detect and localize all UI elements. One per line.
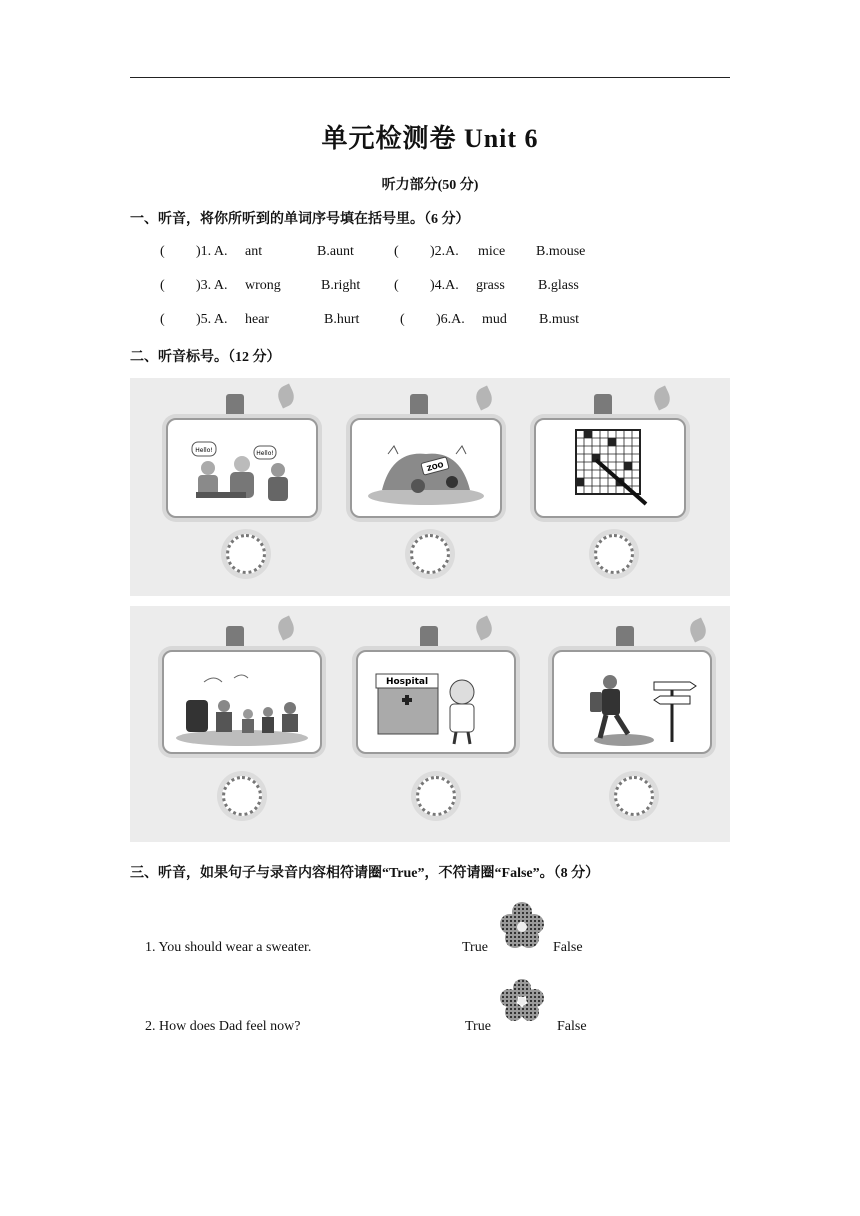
clip-icon [616,626,634,652]
hospital-sign-text: Hospital [385,677,429,687]
true-option[interactable]: True [465,1019,491,1034]
section2-heading: 二、听音标号。（12 分） [130,350,281,365]
option-a: ant [245,244,263,259]
answer-circle[interactable] [410,534,450,574]
answer-circle[interactable] [222,776,262,816]
item-number: )1. A. [196,244,228,259]
clip-icon [594,394,612,420]
answer-circle[interactable] [614,776,654,816]
option-a: hear [245,312,270,327]
clip-icon [420,626,438,652]
flower-icon [494,900,550,952]
leaf-decoration [473,386,496,411]
option-a: mice [478,244,506,259]
zoo-sign-text: ZOO [426,460,445,474]
false-option[interactable]: False [557,1019,587,1034]
header-rule [130,77,730,78]
true-option[interactable]: True [462,940,488,955]
option-b: B.mouse [536,244,586,259]
option-b: B.glass [538,278,579,293]
answer-bracket-open[interactable]: ( [160,312,165,327]
false-option[interactable]: False [553,940,583,955]
picture-panel-bottom [130,606,730,842]
greeting-people-illustration [168,420,316,516]
hiker-signpost-illustration [554,652,710,752]
item-number: )2.A. [430,244,459,259]
option-a: grass [476,278,505,293]
picture-card [534,418,686,518]
hospital-doctor-illustration [358,652,514,752]
section3-heading: 三、听音，如果句子与录音内容相符请圈“True”，不符请圈“False”。（8 分） [130,866,600,881]
picture-card [166,418,318,518]
clip-icon [226,626,244,652]
flower-icon [494,976,550,1026]
picture-card [552,650,712,754]
option-a: mud [482,312,507,327]
answer-circle[interactable] [594,534,634,574]
speech-bubble-text: Hello! [256,450,274,457]
leaf-decoration [473,616,496,641]
leaf-decoration [687,618,710,643]
picture-card [350,418,502,518]
item-number: )3. A. [196,278,228,293]
option-b: B.aunt [317,244,354,259]
item-number: )5. A. [196,312,228,327]
answer-bracket-open[interactable]: ( [394,244,399,259]
answer-bracket-open[interactable]: ( [160,278,165,293]
answer-bracket-open[interactable]: ( [400,312,405,327]
section1-heading: 一、听音，将你所听到的单词序号填在括号里。（6 分） [130,212,470,227]
option-b: B.must [539,312,580,327]
item-number: )6.A. [436,312,465,327]
leaf-decoration [275,384,298,409]
answer-bracket-open[interactable]: ( [160,244,165,259]
picture-panel-top [130,378,730,596]
picture-card [356,650,516,754]
answer-circle[interactable] [226,534,266,574]
item-number: )4.A. [430,278,459,293]
clip-icon [410,394,428,420]
option-a: wrong [245,278,281,293]
option-b: B.hurt [324,312,360,327]
page-title: 单元检测卷 Unit 6 [321,124,539,153]
speech-bubble-text: Hello! [195,447,213,454]
zoo-illustration [352,420,500,516]
crossword-illustration [536,420,684,516]
question-sentence: 1. You should wear a sweater. [145,940,312,955]
leaf-decoration [275,616,298,641]
page-subtitle: 听力部分(50 分) [381,178,479,193]
clip-icon [226,394,244,420]
leaf-decoration [651,386,674,411]
answer-circle[interactable] [416,776,456,816]
option-b: B.right [321,278,361,293]
picture-card [162,650,322,754]
question-sentence: 2. How does Dad feel now? [145,1019,301,1034]
picnic-family-illustration [164,652,320,752]
answer-bracket-open[interactable]: ( [394,278,399,293]
